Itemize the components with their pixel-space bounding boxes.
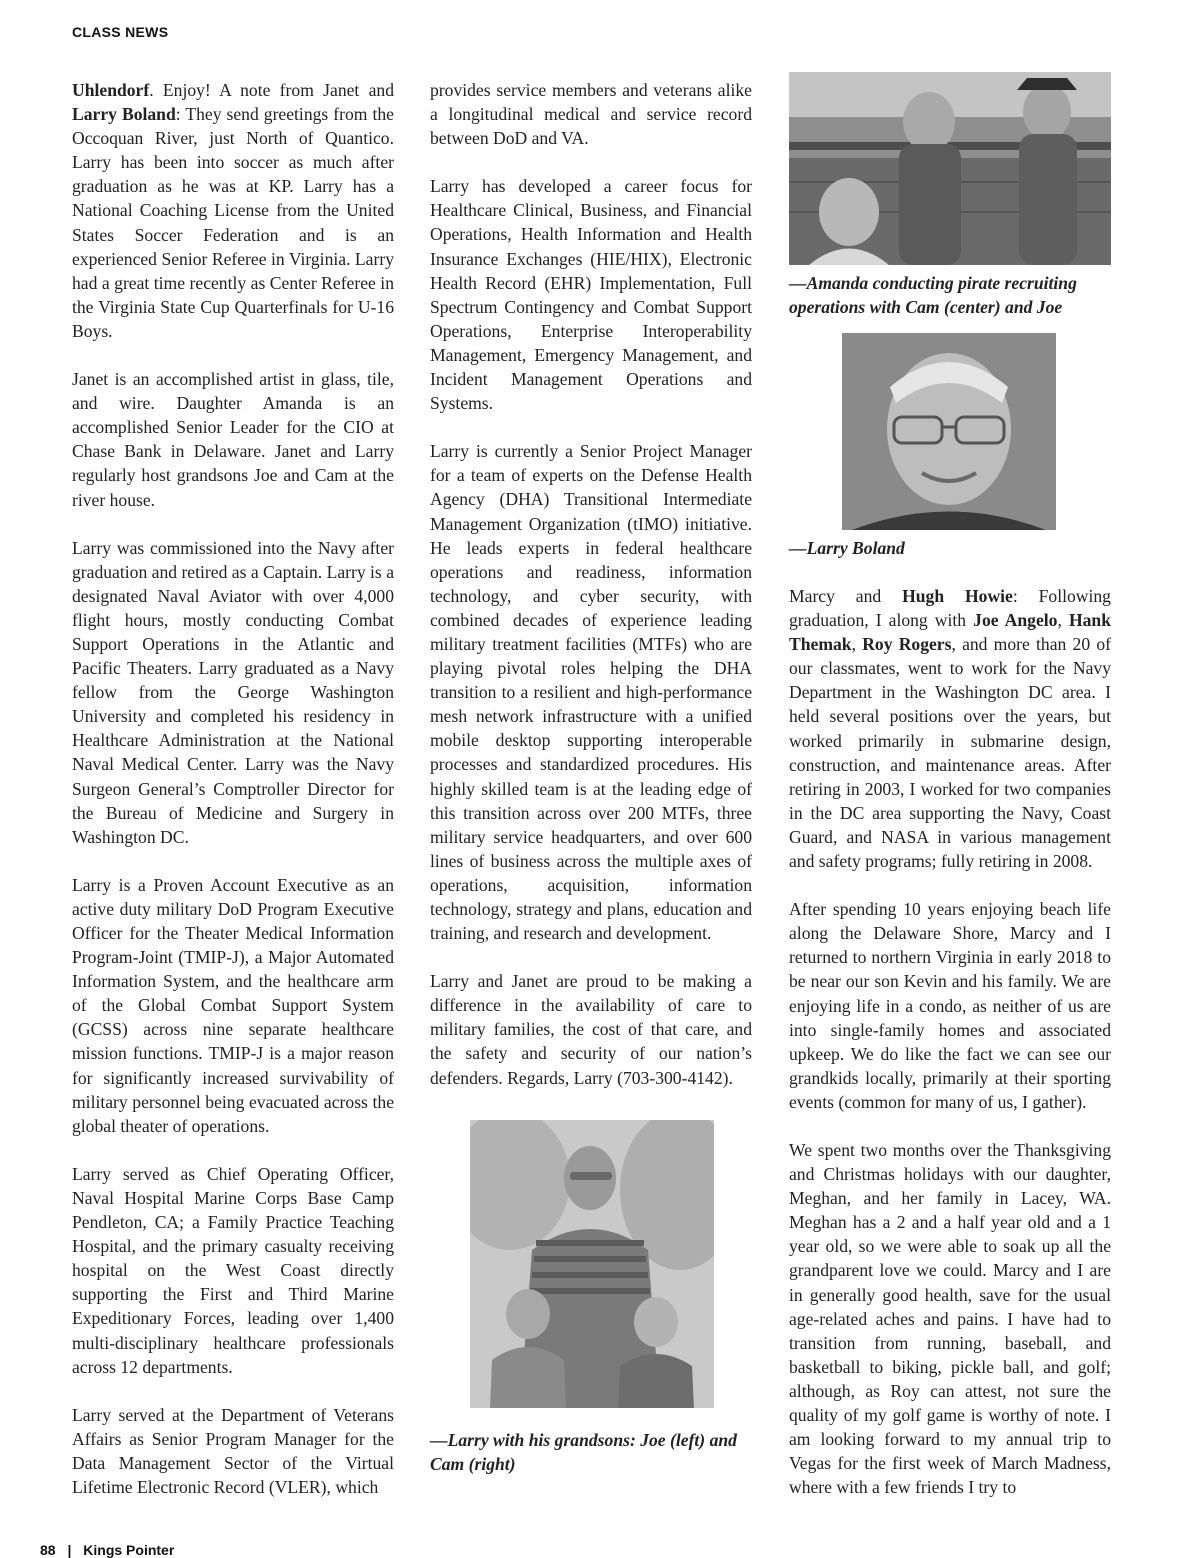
paragraph-howie-intro: Marcy and Hugh Howie: Following graduation, I along with Joe Angelo, Hank Themak, Roy Rogers, and more than 20 of our classmates, went to work for the Navy Department in the Washington DC area. I held several positions over the years, but worked primarily in submarine design, construction, and maintenance areas. After retiring in 2003, I worked for two companies in the DC area supporting the Navy, Coast Guard, and NASA in various management and safety programs; fully retiring in 2008. — [789, 586, 1112, 872]
paragraph-vler-cont: provides service members and veterans alike a longitudinal medical and service record between DoD and VA. — [430, 80, 752, 149]
photo-larry-illustration — [842, 333, 1056, 530]
paragraph-holidays: We spent two months over the Thanksgiving and Christmas holidays with our daughter, Meghan, and her family in Lacey, WA. Meghan has a 2 and a half year old and a 1 year old, so we were able to soak up all the grandparent love we could. Marcy and I are in generally good health, save for the usual age-related aches and pains. I have had to transition from running, baseball, and basketball to biking, pickle ball, and golf; although, as Roy can attest, not sure the quality of my golf game is worthy of note. I am looking forward to my annual trip to Vegas for the first week of March Madness, where with a few friends I try to — [789, 1139, 1111, 1498]
photo-larry-boland — [842, 333, 1056, 530]
paragraph-va: Larry served at the Department of Veterans Affairs as Senior Program Manager for the Data Management Sector of the Virtual Lifetime Electronic Record (VLER), which — [72, 1404, 394, 1497]
name-hank-themak: Hank Themak — [789, 610, 1111, 655]
photo-amanda-pirates — [789, 72, 1111, 265]
paragraph-boland-intro: Uhlendorf. Enjoy! A note from Janet and Larry Boland: They send greetings from the Occoquan River, just North of Quantico. Larry has been into soccer as much after graduation as he was at KP. Larry has a National Coaching License from the United States Soccer Federation and is an experienced Senior Referee in Virginia. Larry had a great time recently as Center Referee in the Virginia State Cup Quarterfinals for U-16 Boys. — [72, 80, 394, 341]
article-column-2 — [430, 78, 752, 1476]
page-footer — [40, 1542, 174, 1558]
paragraph-coo: Larry served as Chief Operating Officer, Naval Hospital Marine Corps Base Camp Pendleton, CA; a Family Practice Teaching Hospital, and the primary casualty receiving hospital on the West Coast directly supporting the First and Third Marine Expeditionary Forces, leading over 1,400 multi-disciplinary healthcare professionals across 12 departments. — [72, 1163, 394, 1377]
section-header: CLASS NEWS — [72, 24, 169, 40]
photo-amanda-illustration — [789, 72, 1111, 265]
caption-grandsons: —Larry with his grandsons: Joe (left) and Cam (right) — [430, 1429, 737, 1474]
name-hugh-howie: Hugh Howie — [902, 586, 1013, 606]
photo-grandsons-illustration — [470, 1120, 714, 1408]
page-number: 88 — [40, 1542, 56, 1558]
photo-larry-with-grandsons — [470, 1120, 714, 1408]
name-uhlendorf: Uhlendorf — [72, 80, 150, 100]
name-larry-boland: Larry Boland — [72, 104, 176, 125]
article-column-1 — [72, 78, 394, 1499]
paragraph-project-manager: Larry is currently a Senior Project Manager for a team of experts on the Defense Health Agency (DHA) Transitional Intermediate Management Organization (tIMO) initiative. He leads experts in federal healthcare operations and readiness, information technology, and cyber security, with combined decades of experience leading military treatment facilities (MTFs) who are playing pivotal roles helping the DHA transition to a resilient and high-performance mesh network infrastructure with a unified mobile desktop supporting interoperable processes and standardized procedures. His highly skilled team is at the leading edge of this transition across over 200 MTFs, three military service headquarters, and over 600 lines of business across the multiple axes of operations, acquisition, information technology, strategy and plans, education and training, and research and development. — [430, 441, 752, 944]
paragraph-janet: Janet is an accomplished artist in glass, tile, and wire. Daughter Amanda is an accomplished Senior Leader for the CIO at Chase Bank in Delaware. Janet and Larry regularly host grandsons Joe and Cam at the river house. — [72, 369, 394, 510]
publication-name: Kings Pointer — [83, 1542, 175, 1558]
paragraph-navy-career: Larry was commissioned into the Navy after graduation and retired as a Captain. Larry is a designated Naval Aviator with over 4,000 flight hours, mostly conducting Combat Support Operations in the Atlantic and Pacific Theaters. Larry graduated as a Navy fellow from the George Washington University and completed his residency in Healthcare Administration at the National Naval Medical Center. Larry was the Navy Surgeon General’s Comptroller Director for the Bureau of Medicine and Surgery in Washington DC. — [72, 537, 394, 847]
name-joe-angelo: Joe Angelo — [973, 610, 1058, 631]
paragraph-regards: Larry and Janet are proud to be making a difference in the availability of care to military families, the cost of that care, and the safety and security of our nation’s defenders. Regards, Larry (703-300-4142). — [430, 971, 752, 1088]
paragraph-account-executive: Larry is a Proven Account Executive as an active duty military DoD Program Executive Officer for the Theater Medical Information Program-Joint (TMIP-J), a Major Automated Information System, and the healthcare arm of the Global Combat Support System (GCSS) across nine separate healthcare mission functions. TMIP-J is a major reason for significantly increased survivability of military personnel being evacuated across the global theater of operations. — [72, 874, 394, 1136]
article-column-3 — [789, 78, 1111, 1499]
paragraph-delaware: After spending 10 years enjoying beach life along the Delaware Shore, Marcy and I returned to northern Virginia in early 2018 to be near our son Kevin and his family. We are enjoying life in a condo, as neither of us are into single-family homes and associated upkeep. We do like the fact we can see our grandkids locally, primarily at their sporting events (common for many of us, I gather). — [789, 899, 1111, 1112]
name-roy-rogers: Roy Rogers — [862, 634, 952, 655]
caption-amanda: —Amanda conducting pirate recruiting operations with Cam (center) and Joe — [789, 273, 1077, 317]
footer-separator: | — [67, 1542, 72, 1558]
paragraph-career-focus: Larry has developed a career focus for Healthcare Clinical, Business, and Financial Operations, Health Information and Health Insurance Exchanges (HIE/HIX), Electronic Health Record (EHR) Implementation, Full Spectrum Contingency and Combat Support Operations, Enterprise Interoperability Management, Emergency Management, and Incident Management Operations and Systems. — [430, 176, 752, 414]
caption-larry-boland: —Larry Boland — [789, 538, 905, 558]
